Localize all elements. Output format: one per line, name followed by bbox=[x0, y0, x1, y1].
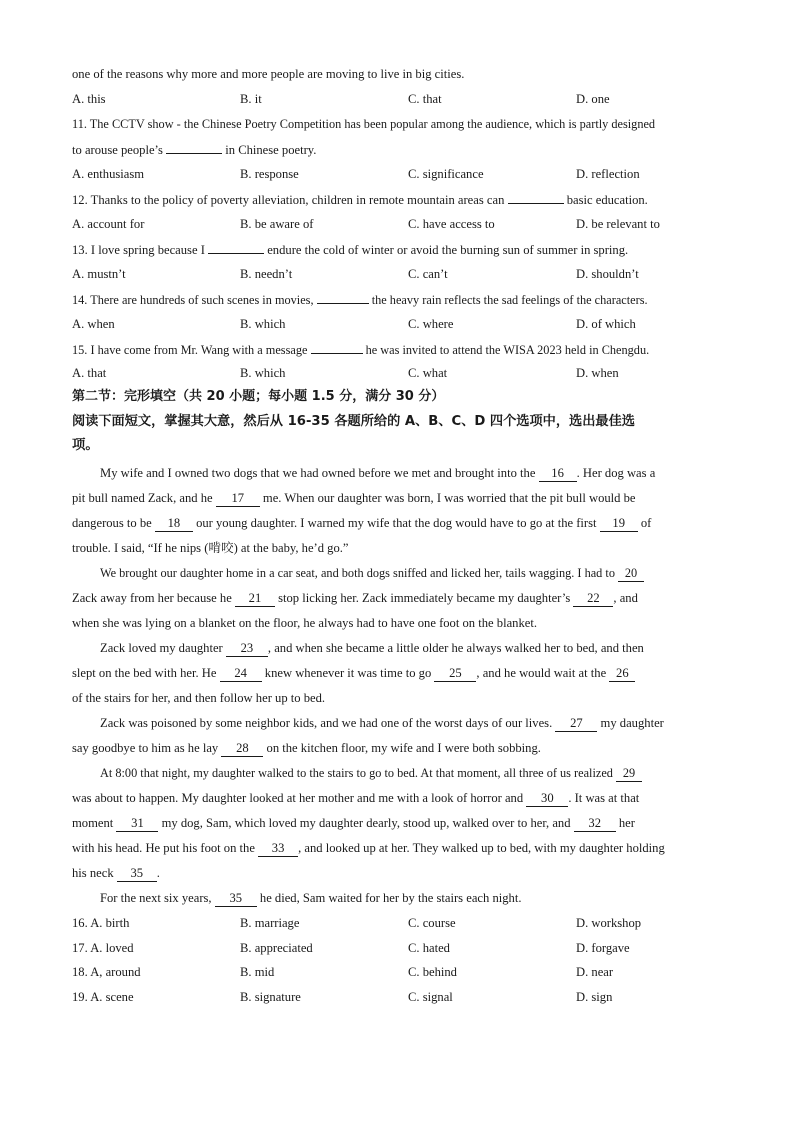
blank-18[interactable]: 18 bbox=[155, 515, 193, 532]
q10-stem bbox=[72, 66, 724, 82]
q15-option-a: A. that bbox=[72, 366, 107, 380]
q15-stem bbox=[72, 341, 724, 358]
passage-text: , and he would wait at the bbox=[476, 666, 607, 680]
q16-option-c: C. course bbox=[408, 916, 456, 930]
passage-text: At 8:00 that night, my daughter walked to the stairs to go to bed. At that moment, all three of us realized bbox=[100, 766, 613, 780]
blank-35-first[interactable]: 35 bbox=[117, 865, 157, 882]
section-instruction-line1: 阅读下面短文，掌握其大意，然后从 16-35 各题所给的 A、B、C、D 四个选项中，选出最佳选 bbox=[72, 414, 635, 429]
blank-17[interactable]: 17 bbox=[216, 490, 260, 507]
blank-30[interactable]: 30 bbox=[526, 790, 568, 807]
q14-option-c: C. where bbox=[408, 317, 454, 331]
passage-p5-line1 bbox=[100, 765, 724, 782]
q13-text-a: 13. I love spring because I bbox=[72, 243, 205, 257]
section-instruction-line2: 项。 bbox=[72, 438, 99, 453]
passage-text: My wife and I owned two dogs that we had owned before we met and brought into the bbox=[100, 466, 536, 480]
q15-text-b: he was invited to attend the WISA 2023 held in Chengdu. bbox=[365, 343, 650, 357]
passage-p1-line4: trouble. I said, “If he nips (啃咬) at the baby, he’d go.” bbox=[72, 541, 349, 555]
passage-p2-line2 bbox=[72, 590, 724, 607]
passage-text: me. When our daughter was born, I was worried that the pit bull would be bbox=[262, 491, 636, 505]
passage-p3-line2 bbox=[72, 665, 724, 682]
q14-text-b: the heavy rain reflects the sad feelings of the characters. bbox=[371, 293, 648, 307]
passage-text: For the next six years, bbox=[100, 891, 212, 905]
passage-text: , and looked up at her. They walked up to bed, with my daughter holding bbox=[298, 841, 665, 855]
passage-p1-line3 bbox=[72, 515, 724, 532]
passage-p5-line3 bbox=[72, 815, 724, 832]
q15-text-a: 15. I have come from Mr. Wang with a message bbox=[72, 343, 308, 357]
q16-option-b: B. marriage bbox=[240, 916, 300, 930]
q18-option-b: B. mid bbox=[240, 965, 275, 979]
q10-option-b: B. it bbox=[240, 92, 262, 106]
q11-stem-line2 bbox=[72, 141, 724, 158]
passage-text: my dog, Sam, which loved my daughter dearly, stood up, walked over to her, and bbox=[161, 816, 571, 830]
q18-option-a: 18. A, around bbox=[72, 965, 141, 979]
blank-24[interactable]: 24 bbox=[220, 665, 262, 682]
q12-option-c: C. have access to bbox=[408, 217, 495, 231]
passage-text: with his head. He put his foot on the bbox=[72, 841, 255, 855]
blank-27[interactable]: 27 bbox=[555, 715, 597, 732]
passage-p4-line1 bbox=[100, 715, 724, 732]
passage-text: he died, Sam waited for her by the stairs each night. bbox=[259, 891, 522, 905]
blank-25[interactable]: 25 bbox=[434, 665, 476, 682]
section-title: 第二节：完形填空（共 20 小题；每小题 1.5 分，满分 30 分） bbox=[72, 389, 445, 404]
q13-blank[interactable] bbox=[208, 241, 264, 254]
q19-option-c: C. signal bbox=[408, 990, 453, 1004]
passage-text: slept on the bed with her. He bbox=[72, 666, 217, 680]
passage-p3-line1 bbox=[100, 640, 724, 657]
passage-text: , and when she became a little older he always walked her to bed, and then bbox=[267, 641, 644, 655]
q10-option-c: C. that bbox=[408, 92, 442, 106]
passage-text: knew whenever it was time to go bbox=[264, 666, 432, 680]
q11-blank[interactable] bbox=[166, 141, 222, 154]
q12-option-d: D. be relevant to bbox=[576, 217, 660, 231]
q14-option-a: A. when bbox=[72, 317, 115, 331]
q11-text-b: in Chinese poetry. bbox=[225, 143, 317, 157]
q19-option-a: 19. A. scene bbox=[72, 990, 134, 1004]
passage-text: Zack loved my daughter bbox=[100, 641, 223, 655]
blank-19[interactable]: 19 bbox=[600, 515, 638, 532]
q10-stem-text: one of the reasons why more and more people are moving to live in big cities. bbox=[72, 67, 465, 81]
q18-option-d: D. near bbox=[576, 965, 614, 979]
q13-option-b: B. needn’t bbox=[240, 267, 293, 281]
q17-option-d: D. forgave bbox=[576, 941, 630, 955]
passage-text: pit bull named Zack, and he bbox=[72, 491, 213, 505]
passage-p5-line5 bbox=[72, 865, 724, 882]
q12-text-a: 12. Thanks to the policy of poverty alleviation, children in remote mountain areas can bbox=[72, 193, 505, 207]
passage-text: her bbox=[618, 816, 635, 830]
q14-blank[interactable] bbox=[317, 291, 369, 304]
passage-text: moment bbox=[72, 816, 114, 830]
passage-text: was about to happen. My daughter looked at her mother and me with a look of horror and bbox=[72, 791, 524, 805]
q16-option-d: D. workshop bbox=[576, 916, 642, 930]
q10-option-a: A. this bbox=[72, 92, 106, 106]
q11-option-d: D. reflection bbox=[576, 167, 640, 181]
passage-text: our young daughter. I warned my wife that the dog would have to go at the first bbox=[196, 516, 597, 530]
q13-text-b: endure the cold of winter or avoid the burning sun of summer in spring. bbox=[267, 243, 629, 257]
passage-p1-line2 bbox=[72, 490, 724, 507]
q12-option-b: B. be aware of bbox=[240, 217, 314, 231]
passage-p6-line1 bbox=[100, 890, 724, 907]
blank-26[interactable]: 26 bbox=[609, 665, 635, 682]
passage-text: say goodbye to him as he lay bbox=[72, 741, 219, 755]
q15-option-d: D. when bbox=[576, 366, 619, 380]
passage-p5-line2 bbox=[72, 790, 724, 807]
q12-blank[interactable] bbox=[508, 191, 564, 204]
blank-28[interactable]: 28 bbox=[221, 740, 263, 757]
passage-text: Zack was poisoned by some neighbor kids, and we had one of the worst days of our lives. bbox=[100, 716, 553, 730]
q16-option-a: 16. A. birth bbox=[72, 916, 130, 930]
passage-text: on the kitchen floor, my wife and I were both sobbing. bbox=[266, 741, 541, 755]
passage-p2-line1 bbox=[100, 565, 724, 582]
q13-option-d: D. shouldn’t bbox=[576, 267, 639, 281]
passage-text: , and bbox=[613, 591, 638, 605]
q17-option-c: C. hated bbox=[408, 941, 450, 955]
q15-option-b: B. which bbox=[240, 366, 286, 380]
blank-16[interactable]: 16 bbox=[539, 465, 577, 482]
q11-option-b: B. response bbox=[240, 167, 299, 181]
passage-p1-line1 bbox=[100, 465, 724, 482]
blank-22[interactable]: 22 bbox=[573, 590, 613, 607]
q12-option-a: A. account for bbox=[72, 217, 145, 231]
passage-text: We brought our daughter home in a car seat, and both dogs sniffed and licked her, tails wagging. I had to bbox=[100, 566, 615, 580]
blank-35-second[interactable]: 35 bbox=[215, 890, 257, 907]
q14-text-a: 14. There are hundreds of such scenes in movies, bbox=[72, 293, 314, 307]
blank-32[interactable]: 32 bbox=[574, 815, 616, 832]
blank-23[interactable]: 23 bbox=[226, 640, 268, 657]
q13-stem bbox=[72, 241, 724, 258]
q17-option-b: B. appreciated bbox=[240, 941, 313, 955]
q13-option-c: C. can’t bbox=[408, 267, 448, 281]
blank-31[interactable]: 31 bbox=[116, 815, 158, 832]
q15-option-c: C. what bbox=[408, 366, 448, 380]
passage-p2-line3: when she was lying on a blanket on the floor, he always had to have one foot on the blanket. bbox=[72, 616, 537, 630]
blank-29[interactable]: 29 bbox=[616, 765, 642, 782]
q17-option-a: 17. A. loved bbox=[72, 941, 134, 955]
passage-text: dangerous to be bbox=[72, 516, 152, 530]
q12-text-b: basic education. bbox=[566, 193, 648, 207]
q11-option-a: A. enthusiasm bbox=[72, 167, 145, 181]
q18-option-c: C. behind bbox=[408, 965, 457, 979]
q11-option-c: C. significance bbox=[408, 167, 484, 181]
q19-option-b: B. signature bbox=[240, 990, 301, 1004]
passage-text: of bbox=[640, 516, 652, 530]
passage-text: . bbox=[156, 866, 160, 880]
q15-blank[interactable] bbox=[311, 341, 363, 354]
passage-text: stop licking her. Zack immediately became my daughter’s bbox=[278, 591, 571, 605]
q11-stem-line1: 11. The CCTV show - the Chinese Poetry Competition has been popular among the audience, which is partly designed bbox=[72, 117, 656, 131]
q12-stem bbox=[72, 191, 724, 208]
passage-text: . Her dog was a bbox=[576, 466, 656, 480]
passage-text: . It was at that bbox=[568, 791, 640, 805]
blank-21[interactable]: 21 bbox=[235, 590, 275, 607]
passage-text: my daughter bbox=[600, 716, 664, 730]
q14-option-b: B. which bbox=[240, 317, 286, 331]
q14-option-d: D. of which bbox=[576, 317, 636, 331]
passage-text: his neck bbox=[72, 866, 114, 880]
q14-stem bbox=[72, 291, 724, 308]
passage-text: Zack away from her because he bbox=[72, 591, 232, 605]
q11-text-a: to arouse people’s bbox=[72, 143, 163, 157]
blank-33[interactable]: 33 bbox=[258, 840, 298, 857]
passage-p5-line4 bbox=[72, 840, 724, 857]
q13-option-a: A. mustn’t bbox=[72, 267, 126, 281]
blank-20[interactable]: 20 bbox=[618, 565, 644, 582]
passage-p4-line2 bbox=[72, 740, 724, 757]
q10-option-d: D. one bbox=[576, 92, 610, 106]
passage-p3-line3: of the stairs for her, and then follow her up to bed. bbox=[72, 691, 326, 705]
q19-option-d: D. sign bbox=[576, 990, 613, 1004]
